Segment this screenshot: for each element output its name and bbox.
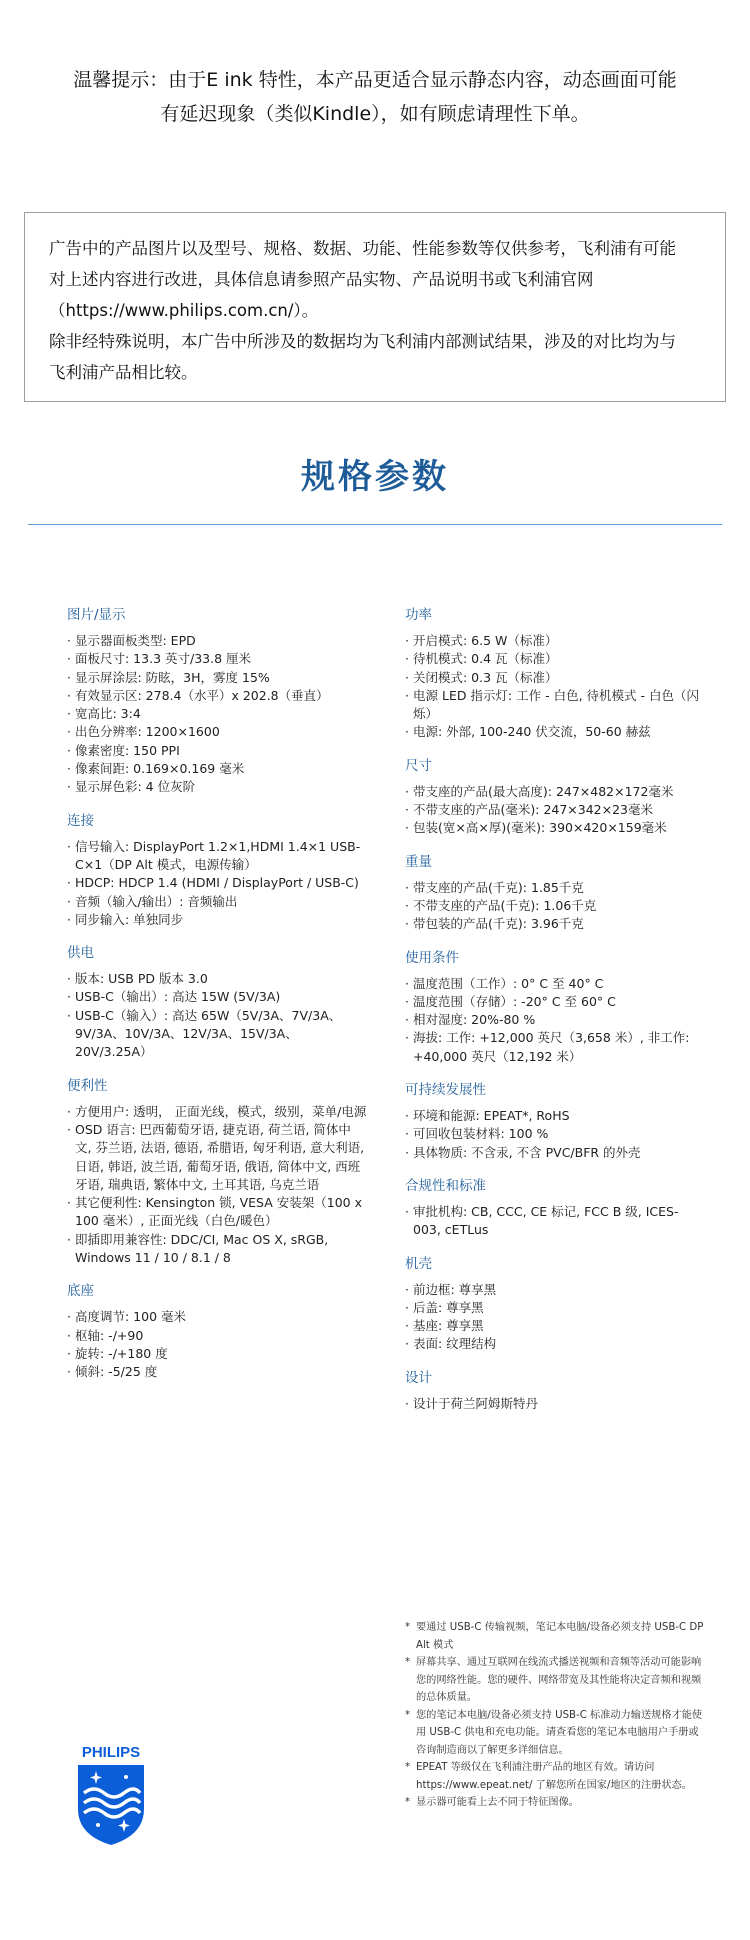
spec-section-title: 合规性和标准 bbox=[405, 1177, 486, 1194]
spec-list bbox=[405, 632, 705, 742]
spec-item: · 出色分辨率: 1200×1600 bbox=[67, 723, 367, 741]
spec-list bbox=[405, 879, 705, 934]
spec-section-title: 重量 bbox=[405, 853, 432, 870]
spec-item: · 电源: 外部, 100-240 伏交流，50-60 赫兹 bbox=[405, 723, 705, 741]
logo-wordmark: PHILIPS bbox=[81, 1744, 141, 1761]
spec-column-left bbox=[67, 606, 367, 1397]
spec-item: · 环境和能源: EPEAT*, RoHS bbox=[405, 1107, 705, 1125]
spec-item: · 温度范围（存储）: -20° C 至 60° C bbox=[405, 993, 705, 1011]
spec-section-title: 尺寸 bbox=[405, 757, 432, 774]
spec-item: · 具体物质: 不含汞, 不含 PVC/BFR 的外壳 bbox=[405, 1144, 705, 1162]
spec-item: · 同步输入: 单独同步 bbox=[67, 911, 367, 929]
spec-item: · 旋转: -/+180 度 bbox=[67, 1345, 367, 1363]
philips-shield-icon bbox=[74, 1741, 148, 1847]
spec-title: 规格参数 bbox=[301, 457, 449, 497]
spec-item: · 表面: 纹理结构 bbox=[405, 1335, 705, 1353]
spec-section bbox=[67, 606, 367, 797]
spec-list bbox=[405, 1395, 705, 1413]
spec-item: · 设计于荷兰阿姆斯特丹 bbox=[405, 1395, 705, 1413]
spec-section bbox=[405, 949, 705, 1066]
spec-item: · 带包装的产品(千克): 3.96千克 bbox=[405, 915, 705, 933]
spec-section-title: 便利性 bbox=[67, 1077, 108, 1094]
spec-list bbox=[67, 1103, 367, 1268]
footnote: * 要通过 USB-C 传输视频，笔记本电脑/设备必须支持 USB-C DP Alt 模式 bbox=[405, 1619, 705, 1654]
spec-section-title: 功率 bbox=[405, 607, 432, 623]
spec-section-title: 可持续发展性 bbox=[405, 1082, 486, 1099]
spec-item: · 带支座的产品(最大高度): 247×482×172毫米 bbox=[405, 783, 705, 801]
footnote: * EPEAT 等级仅在飞利浦注册产品的地区有效。请访问 https://www.epeat.net/ 了解您所在国家/地区的注册状态。 bbox=[405, 1759, 705, 1794]
spec-item: · 温度范围（工作）: 0° C 至 40° C bbox=[405, 975, 705, 993]
spec-item: · 宽高比: 3:4 bbox=[67, 705, 367, 723]
spec-item: · 像素间距: 0.169×0.169 毫米 bbox=[67, 760, 367, 778]
spec-item: · OSD 语言: 巴西葡萄牙语, 捷克语, 荷兰语, 简体中文, 芬兰语, 法语, 德语, 希腊语, 匈牙利语, 意大利语, 日语, 韩语, 波兰语, 葡萄牙语, 俄语, 简体中文, 西班牙语, 瑞典语, 繁体中文, 土耳其语, 乌克兰语 bbox=[67, 1121, 367, 1194]
spec-item: · 基座: 尊享黑 bbox=[405, 1317, 705, 1335]
spec-item: · USB-C（输出）: 高达 15W (5V/3A) bbox=[67, 988, 367, 1006]
spec-item: · 版本: USB PD 版本 3.0 bbox=[67, 970, 367, 988]
spec-item: · USB-C（输入）: 高达 65W（5V/3A、7V/3A、9V/3A、10V/3A、12V/3A、15V/3A、20V/3.25A） bbox=[67, 1007, 367, 1062]
spec-section bbox=[67, 812, 367, 929]
spec-item: · 电源 LED 指示灯: 工作 - 白色, 待机模式 - 白色（闪烁） bbox=[405, 687, 705, 724]
spec-item: · 相对湿度: 20%-80 % bbox=[405, 1011, 705, 1029]
spec-item: · 即插即用兼容性: DDC/CI, Mac OS X, sRGB, Windows 11 / 10 / 8.1 / 8 bbox=[67, 1231, 367, 1268]
spec-column-right bbox=[405, 606, 705, 1428]
spec-item: · 前边框: 尊享黑 bbox=[405, 1281, 705, 1299]
spec-item: · 显示器面板类型: EPD bbox=[67, 632, 367, 650]
footnotes bbox=[405, 1619, 705, 1812]
spec-item: · 不带支座的产品(毫米): 247×342×23毫米 bbox=[405, 801, 705, 819]
notice bbox=[0, 63, 750, 131]
notice-line-2: 有延迟现象（类似Kindle），如有顾虑请理性下单。 bbox=[160, 103, 590, 125]
spec-item: · 其它便利性: Kensington 锁, VESA 安装架（100 x 100 毫米）, 正面光线（白色/暖色） bbox=[67, 1194, 367, 1231]
spec-item: · 显示屏色彩: 4 位灰阶 bbox=[67, 778, 367, 796]
spec-section bbox=[405, 1255, 705, 1354]
disclaimer-line: 对上述内容进行改进，具体信息请参照产品实物、产品说明书或飞利浦官网 bbox=[49, 270, 594, 289]
disclaimer-line: （https://www.philips.com.cn/）。 bbox=[49, 301, 319, 320]
spec-section-title: 连接 bbox=[67, 812, 94, 829]
spec-list bbox=[67, 970, 367, 1061]
spec-list bbox=[67, 1308, 367, 1381]
spec-section-title: 设计 bbox=[405, 1369, 432, 1386]
spec-item: · 包装(宽×高×厚)(毫米): 390×420×159毫米 bbox=[405, 819, 705, 837]
spec-section-title: 机壳 bbox=[405, 1255, 432, 1272]
spec-section bbox=[405, 606, 705, 742]
spec-section bbox=[405, 1081, 705, 1162]
spec-section-title: 底座 bbox=[67, 1283, 94, 1300]
disclaimer-line: 广告中的产品图片以及型号、规格、数据、功能、性能参数等仅供参考，飞利浦有可能 bbox=[49, 239, 676, 258]
spec-item: · HDCP: HDCP 1.4 (HDMI / DisplayPort / USB-C) bbox=[67, 874, 367, 892]
spec-item: · 像素密度: 150 PPI bbox=[67, 742, 367, 760]
spec-item: · 海拔: 工作: +12,000 英尺（3,658 米）, 非工作: +40,000 英尺（12,192 米） bbox=[405, 1029, 705, 1066]
spec-list bbox=[405, 1107, 705, 1162]
footnote: * 您的笔记本电脑/设备必须支持 USB-C 标准动力输送规格才能使用 USB-C 供电和充电功能。请查看您的笔记本电脑用户手册或咨询制造商以了解更多详细信息。 bbox=[405, 1707, 705, 1760]
spec-item: · 枢轴: -/+90 bbox=[67, 1327, 367, 1345]
spec-section-title: 图片/显示 bbox=[67, 607, 126, 623]
spec-list bbox=[67, 632, 367, 797]
spec-item: · 可回收包装材料: 100 % bbox=[405, 1125, 705, 1143]
notice-line-1: 温馨提示：由于E ink 特性，本产品更适合显示静态内容，动态画面可能 bbox=[73, 69, 677, 91]
spec-list bbox=[405, 975, 705, 1066]
spec-section bbox=[67, 1077, 367, 1268]
spec-item: · 开启模式: 6.5 W（标准） bbox=[405, 632, 705, 650]
spec-item: · 不带支座的产品(千克): 1.06千克 bbox=[405, 897, 705, 915]
spec-item: · 显示屏涂层: 防眩，3H，雾度 15% bbox=[67, 669, 367, 687]
spec-item: · 关闭模式: 0.3 瓦（标准） bbox=[405, 669, 705, 687]
spec-section bbox=[405, 1369, 705, 1413]
spec-section-title: 供电 bbox=[67, 945, 94, 962]
spec-item: · 音频（输入/输出）: 音频输出 bbox=[67, 893, 367, 911]
disclaimer-line: 除非经特殊说明，本广告中所涉及的数据均为飞利浦内部测试结果，涉及的对比均为与 bbox=[49, 332, 676, 351]
spec-item: · 待机模式: 0.4 瓦（标准） bbox=[405, 650, 705, 668]
spec-item: · 面板尺寸: 13.3 英寸/33.8 厘米 bbox=[67, 650, 367, 668]
spec-section bbox=[67, 944, 367, 1061]
footnote: * 显示器可能看上去不同于特征图像。 bbox=[405, 1794, 705, 1812]
title-divider bbox=[28, 524, 722, 525]
spec-section bbox=[405, 757, 705, 838]
philips-logo bbox=[74, 1741, 148, 1847]
spec-list bbox=[405, 1203, 705, 1240]
spec-item: · 审批机构: CB, CCC, CE 标记, FCC B 级, ICES-003, cETLus bbox=[405, 1203, 705, 1240]
spec-item: · 信号输入: DisplayPort 1.2×1,HDMI 1.4×1 USB-C×1（DP Alt 模式，电源传输） bbox=[67, 838, 367, 875]
spec-list bbox=[405, 783, 705, 838]
footnote: * 屏幕共享、通过互联网在线流式播送视频和音频等活动可能影响您的网络性能。您的硬件、网络带宽及其性能将决定音频和视频的总体质量。 bbox=[405, 1654, 705, 1707]
spec-item: · 带支座的产品(千克): 1.85千克 bbox=[405, 879, 705, 897]
spec-item: · 方便用户: 透明， 正面光线，模式，级别，菜单/电源 bbox=[67, 1103, 367, 1121]
spec-section bbox=[405, 1177, 705, 1240]
spec-list bbox=[405, 1281, 705, 1354]
spec-item: · 倾斜: -5/25 度 bbox=[67, 1363, 367, 1381]
spec-list bbox=[67, 838, 367, 929]
spec-section-title: 使用条件 bbox=[405, 949, 459, 966]
disclaimer-line: 飞利浦产品相比较。 bbox=[49, 363, 198, 382]
spec-item: · 后盖: 尊享黑 bbox=[405, 1299, 705, 1317]
spec-section bbox=[405, 853, 705, 934]
spec-section bbox=[67, 1282, 367, 1381]
disclaimer-box bbox=[24, 212, 726, 402]
spec-item: · 有效显示区: 278.4（水平）x 202.8（垂直） bbox=[67, 687, 367, 705]
spec-item: · 高度调节: 100 毫米 bbox=[67, 1308, 367, 1326]
